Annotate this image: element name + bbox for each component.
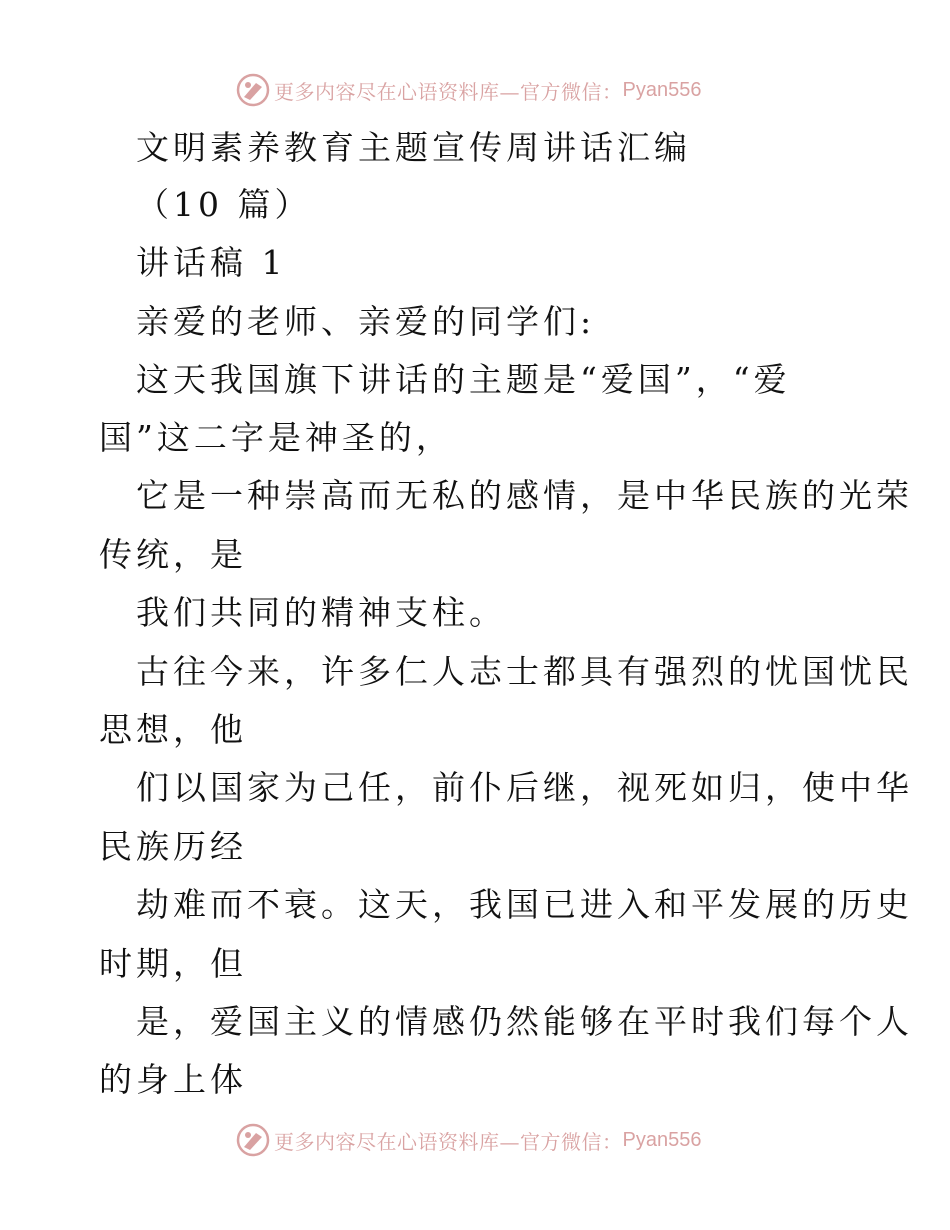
logo-icon	[236, 73, 270, 107]
paragraph-line: 民族历经	[99, 827, 247, 866]
paragraph-line: 思想，他	[99, 710, 247, 749]
paragraph-line: 这天我国旗下讲话的主题是“爱国”，“爱	[136, 360, 791, 399]
paragraph-line: 时期，但	[99, 944, 247, 983]
watermark-footer	[236, 1122, 701, 1158]
paragraph-line: 亲爱的老师、亲爱的同学们:	[136, 302, 596, 341]
paragraph-line: 传统，是	[99, 535, 247, 574]
paragraph-line: 们以国家为己任，前仆后继，视死如归，使中华	[136, 768, 913, 807]
section-heading: 讲话稿 1	[136, 243, 287, 282]
paragraph-line: 它是一种崇高而无私的感情，是中华民族的光荣	[136, 476, 913, 515]
watermark-text: 更多内容尽在心语资料库—官方微信：	[274, 79, 623, 104]
doc-subtitle: （10 篇）	[136, 185, 312, 224]
paragraph-line: 国”这二字是神圣的，	[99, 418, 453, 457]
doc-title: 文明素养教育主题宣传周讲话汇编	[136, 128, 691, 167]
logo-icon	[236, 1123, 270, 1157]
paragraph-line: 是，爱国主义的情感仍然能够在平时我们每个人	[136, 1002, 913, 1041]
watermark-header	[236, 72, 701, 108]
paragraph-line: 的身上体	[99, 1060, 247, 1099]
paragraph-line: 古往今来，许多仁人志士都具有强烈的忧国忧民	[136, 652, 913, 691]
watermark-id: Pyan556	[622, 1128, 702, 1151]
watermark-text: 更多内容尽在心语资料库—官方微信：	[274, 1129, 623, 1154]
paragraph-line: 我们共同的精神支柱。	[136, 593, 506, 632]
paragraph-line: 劫难而不衰。这天，我国已进入和平发展的历史	[136, 885, 913, 924]
watermark-id: Pyan556	[622, 78, 702, 101]
